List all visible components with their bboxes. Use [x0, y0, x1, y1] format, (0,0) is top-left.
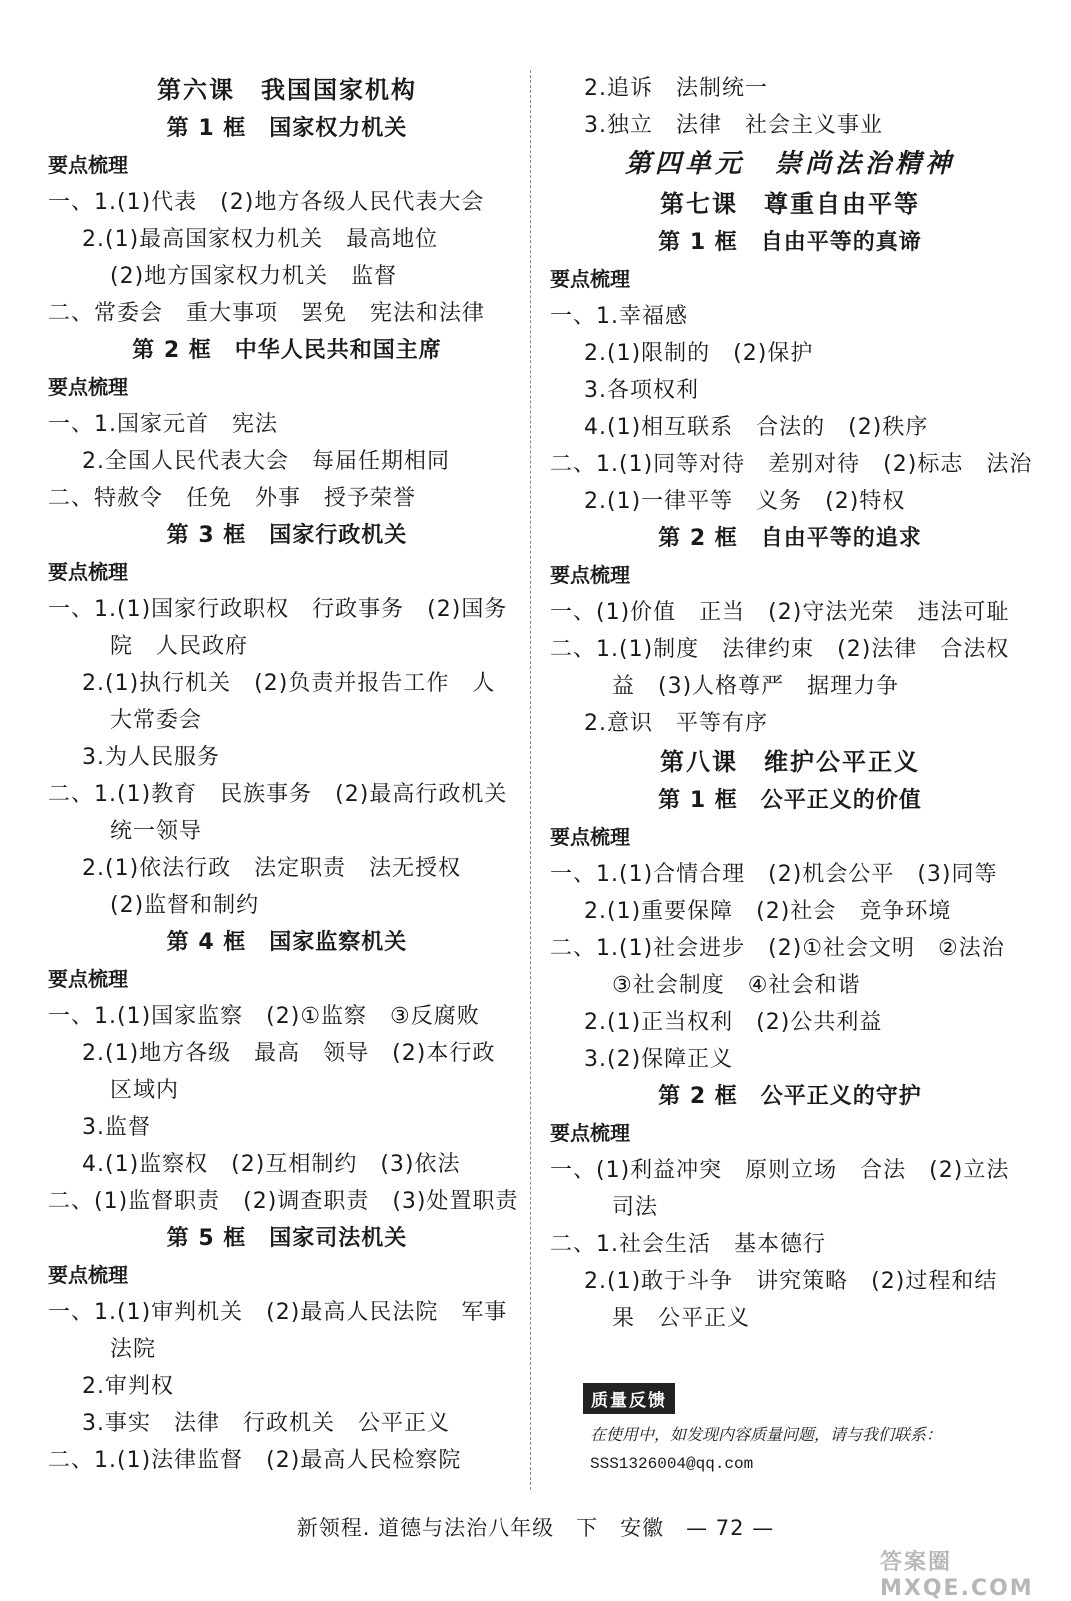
section-heading: 要点梳理	[48, 153, 128, 177]
feedback-text: 在使用中，如发现内容质量问题，请与我们联系：	[590, 1425, 943, 1444]
answer-line: 2.(1)一律平等 义务 (2)特权	[584, 489, 906, 514]
answer-line: 二、(1)监督职责 (2)调查职责 (3)处置职责	[48, 1189, 519, 1214]
answer-line: 法院	[110, 1337, 157, 1362]
lesson-title: 第六课 我国国家机构	[157, 76, 417, 104]
section-heading: 要点梳理	[48, 375, 128, 399]
answer-line: 二、1.(1)同等对待 差别对待 (2)标志 法治	[550, 452, 1033, 477]
answer-line: 二、1.社会生活 基本德行	[550, 1232, 826, 1257]
section-title: 第 2 框 自由平等的追求	[658, 526, 922, 551]
answer-line: 2.审判权	[82, 1374, 174, 1399]
section-title: 第 3 框 国家行政机关	[166, 523, 408, 548]
answer-line: (2)监督和制约	[110, 893, 260, 918]
answer-line: 2.(1)地方各级 最高 领导 (2)本行政	[82, 1041, 496, 1066]
watermark: 答案圈 MXQE.COM	[880, 1550, 1034, 1601]
answer-line: 益 (3)人格尊严 据理力争	[612, 674, 900, 699]
answer-line: 一、1.(1)审判机关 (2)最高人民法院 军事	[48, 1300, 508, 1325]
answer-line: 2.追诉 法制统一	[584, 76, 768, 101]
unit-title: 第四单元 崇尚法治精神	[624, 149, 955, 179]
section-title: 第 1 框 自由平等的真谛	[658, 230, 922, 255]
answer-line: 2.(1)最高国家权力机关 最高地位	[82, 227, 439, 252]
answer-line: 院 人民政府	[110, 634, 249, 659]
answer-line: 一、(1)利益冲突 原则立场 合法 (2)立法	[550, 1158, 1010, 1183]
answer-line: 二、1.(1)教育 民族事务 (2)最高行政机关	[48, 782, 508, 807]
answer-line: 一、1.幸福感	[550, 304, 688, 329]
answer-line: 一、1.(1)国家行政职权 行政事务 (2)国务	[48, 597, 508, 622]
answer-line: 3.监督	[82, 1115, 151, 1140]
section-title: 第 2 框 中华人民共和国主席	[132, 338, 442, 363]
answer-line: 二、1.(1)社会进步 (2)①社会文明 ②法治	[550, 936, 1005, 961]
section-heading: 要点梳理	[550, 563, 630, 587]
column-divider	[530, 70, 531, 1490]
answer-line: 2.(1)敢于斗争 讲究策略 (2)过程和结	[584, 1269, 998, 1294]
lesson-title: 第七课 尊重自由平等	[660, 190, 920, 218]
answer-line: 2.(1)依法行政 法定职责 法无授权	[82, 856, 462, 881]
answer-line: 果 公平正义	[612, 1306, 751, 1331]
answer-line: 二、1.(1)制度 法律约束 (2)法律 合法权	[550, 637, 1010, 662]
section-title: 第 5 框 国家司法机关	[166, 1226, 408, 1251]
answer-line: 4.(1)监察权 (2)互相制约 (3)依法	[82, 1152, 461, 1177]
answer-line: 2.意识 平等有序	[584, 711, 768, 736]
answer-line: 二、1.(1)法律监督 (2)最高人民检察院	[48, 1448, 462, 1473]
answer-line: 一、1.(1)国家监察 (2)①监察 ③反腐败	[48, 1004, 480, 1029]
answer-line: 二、特赦令 任免 外事 授予荣誉	[48, 486, 417, 511]
feedback-label: 质量反馈	[583, 1383, 675, 1414]
answer-line: 3.为人民服务	[82, 745, 220, 770]
answer-line: 4.(1)相互联系 合法的 (2)秩序	[584, 415, 929, 440]
section-heading: 要点梳理	[48, 967, 128, 991]
answer-line: 统一领导	[110, 819, 203, 844]
answer-line: 一、1.国家元首 宪法	[48, 412, 278, 437]
answer-line: 2.全国人民代表大会 每届任期相同	[82, 449, 450, 474]
section-title: 第 2 框 公平正义的守护	[658, 1084, 922, 1109]
answer-line: (2)地方国家权力机关 监督	[110, 264, 398, 289]
answer-line: 3.独立 法律 社会主义事业	[584, 113, 883, 138]
answer-line: 一、(1)价值 正当 (2)守法光荣 违法可耻	[550, 600, 1010, 625]
answer-line: 2.(1)正当权利 (2)公共利益	[584, 1010, 883, 1035]
answer-line: 司法	[612, 1195, 659, 1220]
right-column	[550, 70, 1033, 1337]
answer-line: 大常委会	[110, 708, 203, 733]
section-title: 第 4 框 国家监察机关	[166, 930, 408, 955]
answer-line: 3.(2)保障正义	[584, 1047, 734, 1072]
answer-line: ③社会制度 ④社会和谐	[612, 973, 861, 998]
answer-line: 一、1.(1)代表 (2)地方各级人民代表大会	[48, 190, 485, 215]
answer-line: 二、常委会 重大事项 罢免 宪法和法律	[48, 301, 486, 326]
section-heading: 要点梳理	[48, 560, 128, 584]
page-footer: 新领程. 道德与法治八年级 下 安徽 — 72 —	[296, 1516, 775, 1540]
answer-line: 3.事实 法律 行政机关 公平正义	[82, 1411, 450, 1436]
section-heading: 要点梳理	[550, 825, 630, 849]
answer-line: 2.(1)限制的 (2)保护	[584, 341, 814, 366]
section-title: 第 1 框 公平正义的价值	[658, 788, 922, 813]
section-heading: 要点梳理	[550, 1121, 630, 1145]
answer-line: 2.(1)重要保障 (2)社会 竞争环境	[584, 899, 952, 924]
section-heading: 要点梳理	[550, 267, 630, 291]
answer-line: 3.各项权利	[584, 378, 699, 403]
answer-line: 一、1.(1)合情合理 (2)机会公平 (3)同等	[550, 862, 998, 887]
answer-line: 区域内	[110, 1078, 180, 1103]
section-title: 第 1 框 国家权力机关	[166, 116, 408, 141]
left-column	[48, 70, 526, 1479]
feedback-email[interactable]: SSS1326004@qq.com	[590, 1455, 754, 1473]
lesson-title: 第八课 维护公平正义	[660, 748, 920, 776]
section-heading: 要点梳理	[48, 1263, 128, 1287]
answer-line: 2.(1)执行机关 (2)负责并报告工作 人	[82, 671, 496, 696]
